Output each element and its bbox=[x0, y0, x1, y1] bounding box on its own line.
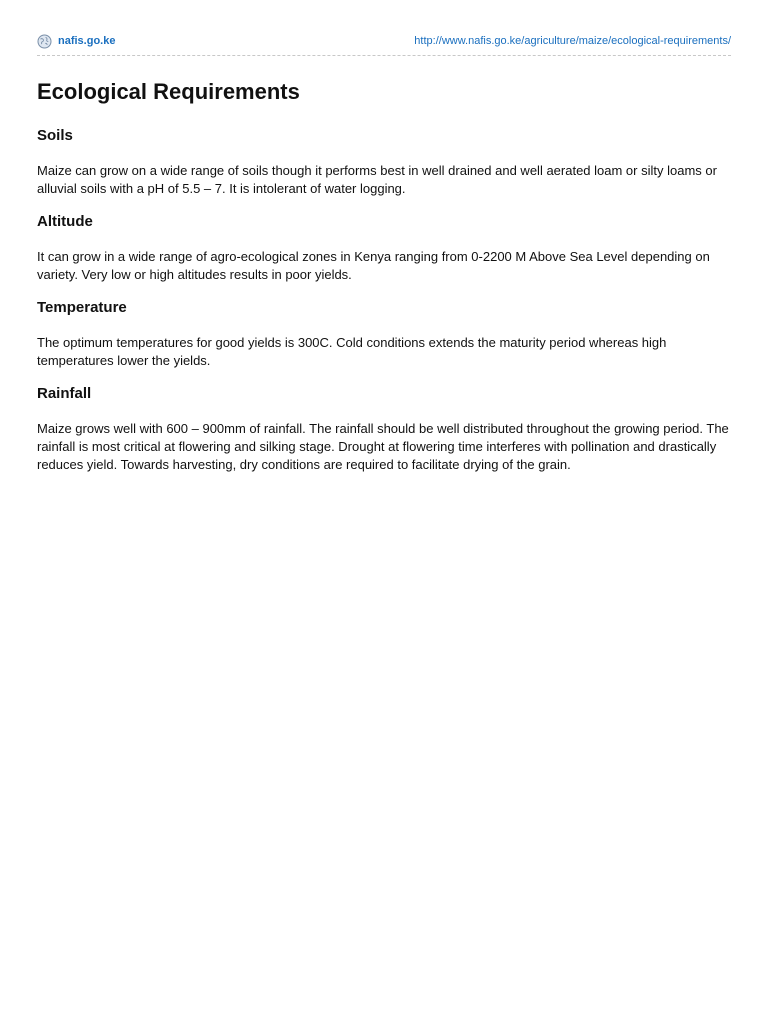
section-heading: Soils bbox=[37, 127, 73, 144]
article-content bbox=[37, 78, 731, 488]
header-divider bbox=[37, 55, 731, 56]
site-name-link[interactable]: nafis.go.ke bbox=[58, 35, 116, 47]
globe-icon bbox=[37, 34, 52, 49]
section-rainfall bbox=[37, 384, 731, 474]
section-body: Maize grows well with 600 – 900mm of rainfall. The rainfall should be well distributed throughout the growing period. The rainfall is most critical at flowering and silking stage. Drought at flowering time interferes with pollination and drastically reduces yield. Towards harvesting, dry conditions are required to facilitate drying of the grain. bbox=[37, 421, 729, 472]
site-identity bbox=[37, 33, 115, 49]
page-url-link[interactable]: http://www.nafis.go.ke/agriculture/maize/ecological-requirements/ bbox=[414, 35, 731, 47]
page-header bbox=[37, 33, 731, 49]
section-heading: Temperature bbox=[37, 299, 127, 316]
section-altitude bbox=[37, 212, 731, 284]
section-body: The optimum temperatures for good yields is 300C. Cold conditions extends the maturity period whereas high temperatures lower the yields. bbox=[37, 335, 667, 368]
section-body: Maize can grow on a wide range of soils though it performs best in well drained and well aerated loam or silty loams or alluvial soils with a pH of 5.5 – 7. It is intolerant of water logging. bbox=[37, 163, 717, 196]
section-temperature bbox=[37, 298, 731, 370]
page-title: Ecological Requirements bbox=[37, 79, 300, 104]
section-heading: Altitude bbox=[37, 213, 93, 230]
section-body: It can grow in a wide range of agro-ecological zones in Kenya ranging from 0-2200 M Above Sea Level depending on variety. Very low or high altitudes results in poor yields. bbox=[37, 249, 710, 282]
section-soils bbox=[37, 126, 731, 198]
section-heading: Rainfall bbox=[37, 385, 92, 402]
